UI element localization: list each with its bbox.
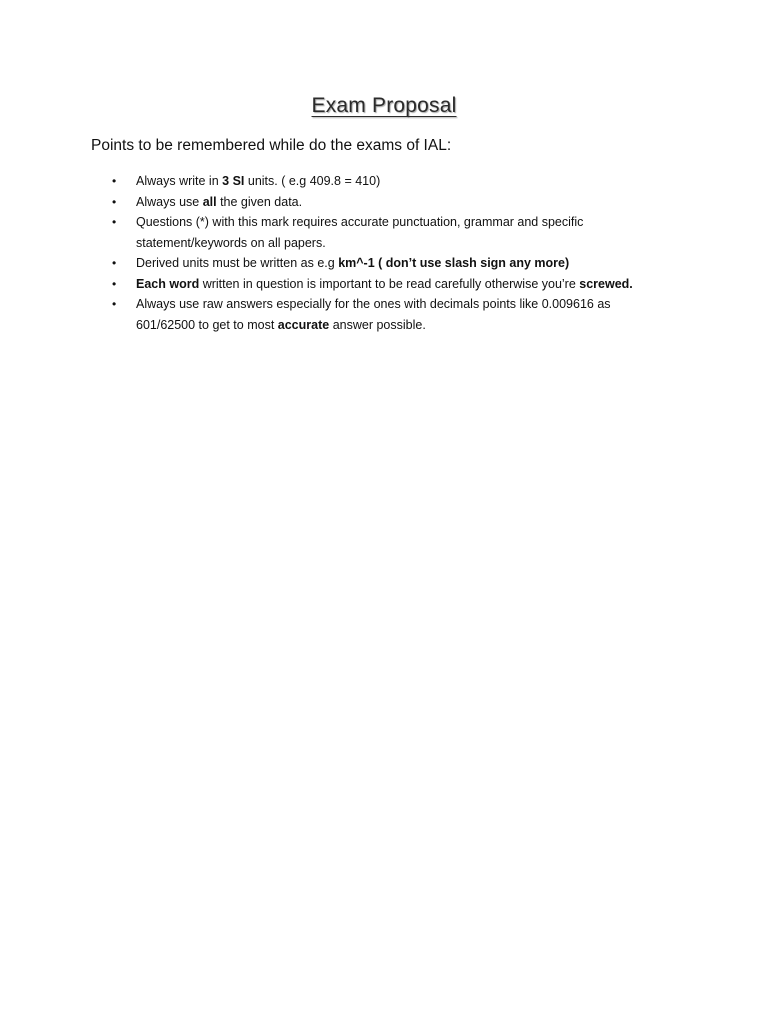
item-text: Derived units must be written as e.g bbox=[136, 256, 339, 270]
list-item bbox=[108, 253, 668, 274]
item-bold-text: accurate bbox=[277, 317, 330, 332]
list-item bbox=[108, 171, 668, 192]
item-bold-text: km^-1 ( don’t use slash sign any more) bbox=[338, 256, 570, 270]
item-text: answer possible. bbox=[329, 317, 426, 332]
list-item bbox=[108, 192, 668, 213]
bullet-icon: • bbox=[112, 256, 117, 270]
item-bold-text: all bbox=[202, 194, 217, 209]
item-text: written in question is important to be read carefully otherwise you’re bbox=[199, 276, 580, 291]
list-item bbox=[108, 294, 668, 335]
bullet-icon: • bbox=[112, 276, 117, 291]
item-text: the given data. bbox=[216, 194, 303, 209]
points-list bbox=[108, 171, 668, 335]
item-bold-text: screwed. bbox=[579, 276, 633, 291]
item-bold-text: Each word bbox=[136, 276, 200, 291]
list-item bbox=[108, 212, 668, 253]
bullet-icon: • bbox=[112, 297, 117, 311]
item-text: Always use bbox=[136, 194, 203, 209]
item-text: units. ( e.g 409.8 = 410) bbox=[244, 174, 381, 188]
item-text: Questions (*) with this mark requires accurate punctuation, grammar and specific statement/keywords on all papers. bbox=[136, 215, 584, 250]
bullet-icon: • bbox=[112, 215, 117, 229]
list-item bbox=[108, 274, 668, 295]
item-bold-text: 3 SI bbox=[222, 174, 245, 188]
item-text: Always write in bbox=[136, 174, 223, 188]
item-text: Always use raw answers especially for the ones with decimals points like 0.009616 as 601/62500 to get to most bbox=[136, 297, 611, 332]
bullet-icon: • bbox=[112, 194, 117, 209]
page-title: Exam Proposal bbox=[311, 94, 457, 117]
bullet-icon: • bbox=[112, 174, 117, 188]
page-subtitle: Points to be remembered while do the exams of IAL: bbox=[91, 137, 452, 154]
